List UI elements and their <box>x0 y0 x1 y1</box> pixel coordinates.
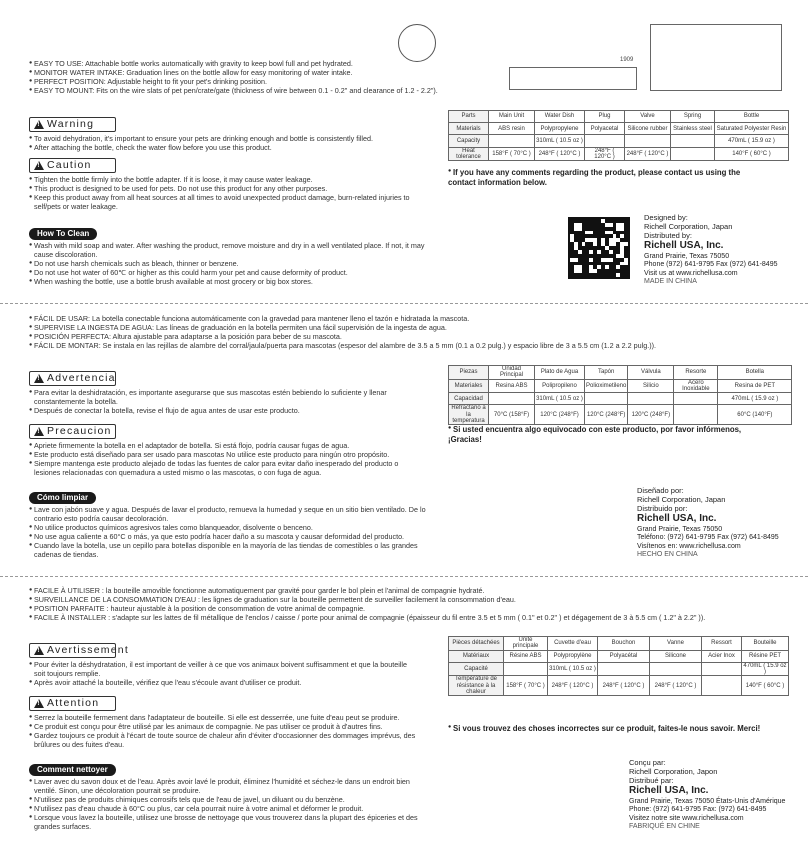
table-cell: Parts <box>449 111 489 123</box>
table-cell: Acier Inox <box>702 650 742 662</box>
table-cell: Resina de PET <box>718 379 792 393</box>
table-cell: Unidad Principal <box>489 366 535 380</box>
caution-item: ● Siempre mantenga este producto alejado de todas las fuentes de calor para evitar daño inesperado del producto o lesiones relacionadas con quemadura a usted mismo o las mascotas, o con fuga de agua. <box>29 460 419 478</box>
caution-header <box>29 696 116 711</box>
warning-item: ● After attaching the bottle, check the water flow before you use this product. <box>29 144 419 153</box>
table-cell: 70°C (158°F) <box>489 405 535 425</box>
table-cell <box>489 393 535 405</box>
caution-icon <box>34 427 44 436</box>
contact-note <box>448 168 763 188</box>
clean-item: ● When washing the bottle, use a bottle brush available at most grocery or big box stores. <box>29 278 434 287</box>
table-cell: Silicone <box>650 650 702 662</box>
caution-header <box>29 158 116 173</box>
warning-title: Advertencia <box>47 372 116 384</box>
warning-list <box>29 135 419 153</box>
company-info <box>637 486 779 560</box>
table-row <box>449 379 792 393</box>
table-cell: Silicone rubber <box>625 123 671 135</box>
clean-item: ● Do not use harsh chemicals such as bleach, thinner or benzene. <box>29 260 434 269</box>
caution-icon <box>34 161 44 170</box>
table-cell <box>625 135 671 147</box>
clean-item: ● No use agua caliente a 60°C o más, ya que esto podría hacer daño a su mascota y causar deformidad del producto. <box>29 533 434 542</box>
company-info <box>644 213 777 287</box>
warning-item: ● Después de conectar la botella, revise el flujo de agua antes de usar este producto. <box>29 407 419 416</box>
clean-item: ● Wash with mild soap and water. After washing the product, remove moisture and dry in a well ventilated place. If not, it may cause discoloration. <box>29 242 434 260</box>
caution-list <box>29 442 419 478</box>
table-cell: Polyacetal <box>585 123 625 135</box>
table-row <box>449 650 789 662</box>
features-item: ● SUPERVISE LA INGESTA DE AGUA: Las líneas de graduación en la botella permiten una fácil supervisión de la ingesta de agua. <box>29 324 769 333</box>
caution-title: Precaucion <box>47 425 112 437</box>
table-cell: 470mL ( 15.9 oz ) <box>743 662 787 676</box>
warning-item: ● Para evitar la deshidratación, es importante asegurarse que sus mascotas estén bebiendo lo suficiente y llenar constantemente la botella. <box>29 389 419 407</box>
table-cell: 470mL ( 15.9 oz ) <box>715 135 789 147</box>
table-cell: Bouchon <box>598 637 650 651</box>
company-line: Distributed by: <box>644 231 692 241</box>
table-row <box>449 366 792 380</box>
company-line: Richell USA, Inc. <box>637 513 717 525</box>
table-cell: 470mL ( 15.9 oz ) <box>718 393 792 405</box>
table-cell: 158°F ( 70°C ) <box>504 676 548 696</box>
table-cell: Pièces détachées <box>449 637 504 651</box>
table-cell <box>585 393 628 405</box>
clean-item: ● N'utilisez pas d'eau chaude à 60°C ou plus, car cela pourrait nuire à votre animal et déformer le produit. <box>29 805 434 814</box>
clean-header <box>29 764 116 776</box>
table-cell: Saturated Polyester Resin <box>715 123 789 135</box>
company-line[interactable]: Visit us at www.richellusa.com <box>644 269 738 277</box>
caution-item: ● Gardez toujours ce produit à l'écart de toute source de chaleur afin d'éviter d'occasionner des dommages imprévus, des brûlures ou des fuites d'eau. <box>29 732 419 750</box>
clean-item: ● No utilice productos químicos agresivos tales como blanqueador, disolvente o benceno. <box>29 524 434 533</box>
company-line[interactable]: Visitez notre site www.richellusa.com <box>629 814 744 822</box>
table-cell: 248°F ( 120°C ) <box>548 676 598 696</box>
caution-item: ● Keep this product away from all heat sources at all times to avoid unexpected product damage, burn-related injuries to self/pets or water leakage. <box>29 194 419 212</box>
table-cell: Polipropileno <box>535 379 585 393</box>
company-line: Phone (972) 641-9795 Fax (972) 641-8495 <box>644 261 778 269</box>
features-item: ● FÁCIL DE USAR: La botella conectable funciona automáticamente con la gravedad para mantener lleno el tazón e hidratada la mascota. <box>29 315 769 324</box>
table-cell <box>585 135 625 147</box>
table-cell: 120°C (248°F) <box>585 405 628 425</box>
warning-header <box>29 643 129 658</box>
company-line: Distribué par: <box>629 776 674 786</box>
table-cell: Water Dish <box>535 111 585 123</box>
company-line: Grand Prairie, Texas 75050 États-Unis d'Amérique <box>629 797 786 805</box>
company-line[interactable]: Visítenos en: www.richellusa.com <box>637 542 741 550</box>
company-line: Grand Prairie, Texas 75050 <box>644 252 730 260</box>
features-item: ● FÁCIL DE MONTAR: Se instala en las rejillas de alambre del corral/jaula/puerta para mascotas (espesor del alambre de 3.5 a 5 mm (0.1 a 0.2 pulg.) y espacio libre de 3 a 5.5 cm (1.2 a 2.2 pulg.)). <box>29 342 769 351</box>
table-row <box>449 111 789 123</box>
features-list <box>29 587 769 623</box>
clean-item: ● Laver avec du savon doux et de l'eau. Après avoir lavé le produit, éliminez l'humidité et séchez-le dans un endroit bien ventilé. Sinon, une décoloration pourrait se produire. <box>29 778 434 796</box>
table-cell: Bottle <box>715 111 789 123</box>
table-cell: 158°F ( 70°C ) <box>489 147 535 161</box>
clean-item: ● Lorsque vous lavez la bouteille, utilisez une brosse de nettoyage que vous trouverez dans la plupart des épiceries et des grandes surfaces. <box>29 814 434 832</box>
table-cell: 248°F ( 120°C ) <box>625 147 671 161</box>
features-list <box>29 315 769 351</box>
table-cell <box>671 135 715 147</box>
table-cell: Válvula <box>628 366 674 380</box>
clean-header <box>29 228 97 240</box>
company-line: Grand Prairie, Texas 75050 <box>637 525 723 533</box>
table-cell: Matériaux <box>449 650 504 662</box>
spec-table <box>448 110 789 161</box>
table-cell: 140°F ( 60°C ) <box>715 147 789 161</box>
warning-title: Avertissement <box>47 644 129 656</box>
table-row <box>449 405 792 425</box>
company-line: Designed by: <box>644 213 688 222</box>
spec-table <box>448 365 792 425</box>
caution-item: ● Ce produit est conçu pour être utilisé par les animaux de compagnie. Ne pas utiliser ce produit à d'autres fins. <box>29 723 419 732</box>
contact-note <box>448 724 763 734</box>
section-divider <box>0 576 808 577</box>
table-cell: 248°F ( 120°C ) <box>535 147 585 161</box>
table-cell: Résine PET <box>742 650 789 662</box>
table-cell: Plato de Agua <box>535 366 585 380</box>
caution-item: ● Serrez la bouteille fermement dans l'adaptateur de bouteille. Si elle est desserrée, une fuite d'eau peut se produire. <box>29 714 419 723</box>
table-cell: Ressort <box>702 637 742 651</box>
features-item: ● EASY TO MOUNT: Fits on the wire slats of pet pen/crate/gate (thickness of wire between 0.1 - 0.2" and clearance of 1.2 - 2.2"). <box>29 87 769 96</box>
clean-item: ● N'utilisez pas de produits chimiques corrosifs tels que de l'eau de javel, un diluant ou du benzène. <box>29 796 434 805</box>
company-line: Conçu par: <box>629 758 666 767</box>
table-cell: Polypropylene <box>535 123 585 135</box>
company-line: FABRIQUÉ EN CHINE <box>629 823 700 831</box>
table-cell: Heat tolerance <box>449 147 489 161</box>
table-cell: Plug <box>585 111 625 123</box>
warning-item: ● To avoid dehydration, it's important to ensure your pets are drinking enough and bottle is consistently filled. <box>29 135 419 144</box>
note-text: ● If you have any comments regarding the product, please contact us using the contact information below. <box>448 168 740 187</box>
company-line: Distribuido por: <box>637 504 688 514</box>
clean-list <box>29 778 434 832</box>
table-cell <box>489 135 535 147</box>
caution-title: Attention <box>47 697 100 709</box>
caution-item: ● Apriete firmemente la botella en el adaptador de botella. Si está flojo, podría causar fugas de agua. <box>29 442 419 451</box>
features-list <box>29 60 769 96</box>
table-cell: Polioximetileno <box>585 379 628 393</box>
caution-item: ● Tighten the bottle firmly into the bottle adapter. If it is loose, it may cause water leakage. <box>29 176 419 185</box>
note-text: ● Si vous trouvez des choses incorrectes sur ce produit, faites-le nous savoir. Merci! <box>448 724 760 733</box>
clean-list <box>29 506 434 560</box>
table-row <box>449 676 789 696</box>
table-cell <box>674 393 718 405</box>
caution-list <box>29 176 419 212</box>
table-cell: Vanne <box>650 637 702 651</box>
table-cell: Acero Inoxidable <box>674 379 718 393</box>
warning-list <box>29 661 419 688</box>
section-divider <box>0 303 808 304</box>
table-row <box>449 123 789 135</box>
table-cell: 248°F ( 120°C ) <box>650 676 702 696</box>
table-cell: Piezas <box>449 366 489 380</box>
table-cell: Materials <box>449 123 489 135</box>
company-line: Phone: (972) 641-9795 Fax: (972) 641-8495 <box>629 806 767 814</box>
table-cell <box>702 662 742 676</box>
table-cell <box>674 405 718 425</box>
clean-title: Comment nettoyer <box>29 764 116 776</box>
clean-title: Cómo limpiar <box>29 492 96 504</box>
features-item: ● EASY TO USE: Attachable bottle works automatically with gravity to keep bowl full and pet hydrated. <box>29 60 769 69</box>
table-cell: Résine ABS <box>504 650 548 662</box>
table-cell: Spring <box>671 111 715 123</box>
spec-table <box>448 636 789 696</box>
company-line: Diseñado por: <box>637 486 684 495</box>
table-cell: Main Unit <box>489 111 535 123</box>
clean-title: How To Clean <box>29 228 97 240</box>
warning-title: Warning <box>47 118 95 130</box>
table-cell: Cuvette d'eau <box>548 637 598 651</box>
company-line: HECHO EN CHINA <box>637 551 698 559</box>
features-item: ● PERFECT POSITION: Adjustable height to fit your pet's drinking position. <box>29 78 769 87</box>
table-cell <box>504 662 548 676</box>
clean-item: ● Do not use hot water of 60℃ or higher as this could harm your pet and cause deformity of product. <box>29 269 434 278</box>
table-cell: Materiales <box>449 379 489 393</box>
warning-header <box>29 371 116 386</box>
table-cell: 310mL ( 10.5 oz ) <box>535 393 585 405</box>
features-item: ● FACILE À INSTALLER : s'adapte sur les lattes de fil métallique de l'enclos / caisse / porte pour animal de compagnie (épaisseur du fil entre 3.5 et 5 mm ( 0.1" et 0.2" ) et dégagement de 3 à 5.5 cm ( 1.2" à 2.2" )). <box>29 614 769 623</box>
table-cell: Valve <box>625 111 671 123</box>
warning-header <box>29 117 116 132</box>
table-row <box>449 393 792 405</box>
table-cell <box>671 147 715 161</box>
warning-list <box>29 389 419 416</box>
table-cell: ABS resin <box>489 123 535 135</box>
caution-icon <box>34 699 44 708</box>
warning-item: ● Après avoir attaché la bouteille, vérifiez que l'eau s'écoule avant d'utiliser ce produit. <box>29 679 419 688</box>
table-cell: Resorte <box>674 366 718 380</box>
table-cell: Silicio <box>628 379 674 393</box>
table-row <box>449 662 789 676</box>
company-line: Richell Corporation, Japon <box>629 767 718 777</box>
table-cell: 248°F ( 120°C ) <box>585 147 625 161</box>
company-line: Richell USA, Inc. <box>644 240 724 252</box>
table-cell <box>650 662 702 676</box>
table-cell: Polyacétal <box>598 650 650 662</box>
company-line: Richell Corporation, Japan <box>644 222 733 232</box>
table-cell: Refractario a la temperatura <box>449 405 489 425</box>
company-line: Teléfono: (972) 641-9795 Fax (972) 641-8495 <box>637 534 779 542</box>
warning-icon <box>34 374 44 383</box>
contact-note <box>448 425 763 445</box>
caution-header <box>29 424 116 439</box>
caution-item: ● This product is designed to be used for pets. Do not use this product for any other purposes. <box>29 185 419 194</box>
clean-item: ● Lave con jabón suave y agua. Después de lavar el producto, remueva la humedad y seque en un sitio bien ventilado. De lo contrario esto podría causar decoloración. <box>29 506 434 524</box>
table-cell: Capacité <box>449 662 504 676</box>
features-item: ● SURVEILLANCE DE LA CONSOMMATION D'EAU : les lignes de graduation sur la bouteille permettent de surveiller facilement la consommation d'eau. <box>29 596 769 605</box>
features-item: ● FACILE À UTILISER : la bouteille amovible fonctionne automatiquement par gravité pour garder le bol plein et l'animal de compagnie hydraté. <box>29 587 769 596</box>
table-cell: 60°C (140°F) <box>718 405 792 425</box>
table-cell: Température de résistance à la chaleur <box>449 676 504 696</box>
table-cell: 248°F ( 120°C ) <box>598 676 650 696</box>
table-row <box>449 135 789 147</box>
table-cell: Stainless steel <box>671 123 715 135</box>
registration-circle <box>398 24 436 62</box>
caution-list <box>29 714 419 750</box>
table-cell: Capacidad <box>449 393 489 405</box>
table-cell: Resina ABS <box>489 379 535 393</box>
table-cell: Capacity <box>449 135 489 147</box>
warning-item: ● Pour éviter la déshydratation, il est important de veiller à ce que vos animaux boivent suffisamment et que la bouteille soit toujours remplie. <box>29 661 419 679</box>
company-line: Richell Corporation, Japan <box>637 495 726 505</box>
table-cell: Unité principale <box>504 637 548 651</box>
table-cell: 120°C (248°F) <box>628 405 674 425</box>
table-cell <box>702 676 742 696</box>
features-item: ● MONITOR WATER INTAKE: Graduation lines on the bottle allow for easy monitoring of water intake. <box>29 69 769 78</box>
clean-header <box>29 492 96 504</box>
company-info <box>629 758 785 832</box>
table-cell: Botella <box>718 366 792 380</box>
table-cell: Bouteille <box>742 637 789 651</box>
table-cell: Tapón <box>585 366 628 380</box>
warning-icon <box>34 120 44 129</box>
company-line: Richell USA, Inc. <box>629 785 709 797</box>
caution-item: ● Este producto está diseñado para ser usado para mascotas No utilice este producto para ningún otro propósito. <box>29 451 419 460</box>
caution-title: Caution <box>47 159 92 171</box>
features-item: ● POSITION PARFAITE : hauteur ajustable à la position de consommation de votre animal de compagnie. <box>29 605 769 614</box>
table-cell <box>598 662 650 676</box>
table-cell: 140°F ( 60°C ) <box>742 676 789 696</box>
clean-item: ● Cuando lave la botella, use un cepillo para botellas disponible en la mayoría de las tiendas de comestibles o las grandes cadenas de tiendas. <box>29 542 434 560</box>
features-item: ● POSICIÓN PERFECTA: Altura ajustable para adaptarse a la posición para beber de su mascota. <box>29 333 769 342</box>
warning-icon <box>34 646 44 655</box>
clean-list <box>29 242 434 287</box>
table-cell <box>628 393 674 405</box>
company-line: MADE IN CHINA <box>644 278 697 286</box>
table-cell: Polypropylène <box>548 650 598 662</box>
table-row <box>449 637 789 651</box>
table-row <box>449 147 789 161</box>
table-cell: 310mL ( 10.5 oz ) <box>548 662 598 676</box>
print-code: 1909 <box>620 57 634 63</box>
table-cell: 310mL ( 10.5 oz ) <box>535 135 585 147</box>
table-cell: 120°C (248°F) <box>535 405 585 425</box>
qr-code-icon[interactable] <box>568 217 630 279</box>
note-text: ● Si usted encuentra algo equivocado con este producto, por favor infórmenos, ¡Gracias! <box>448 425 741 444</box>
